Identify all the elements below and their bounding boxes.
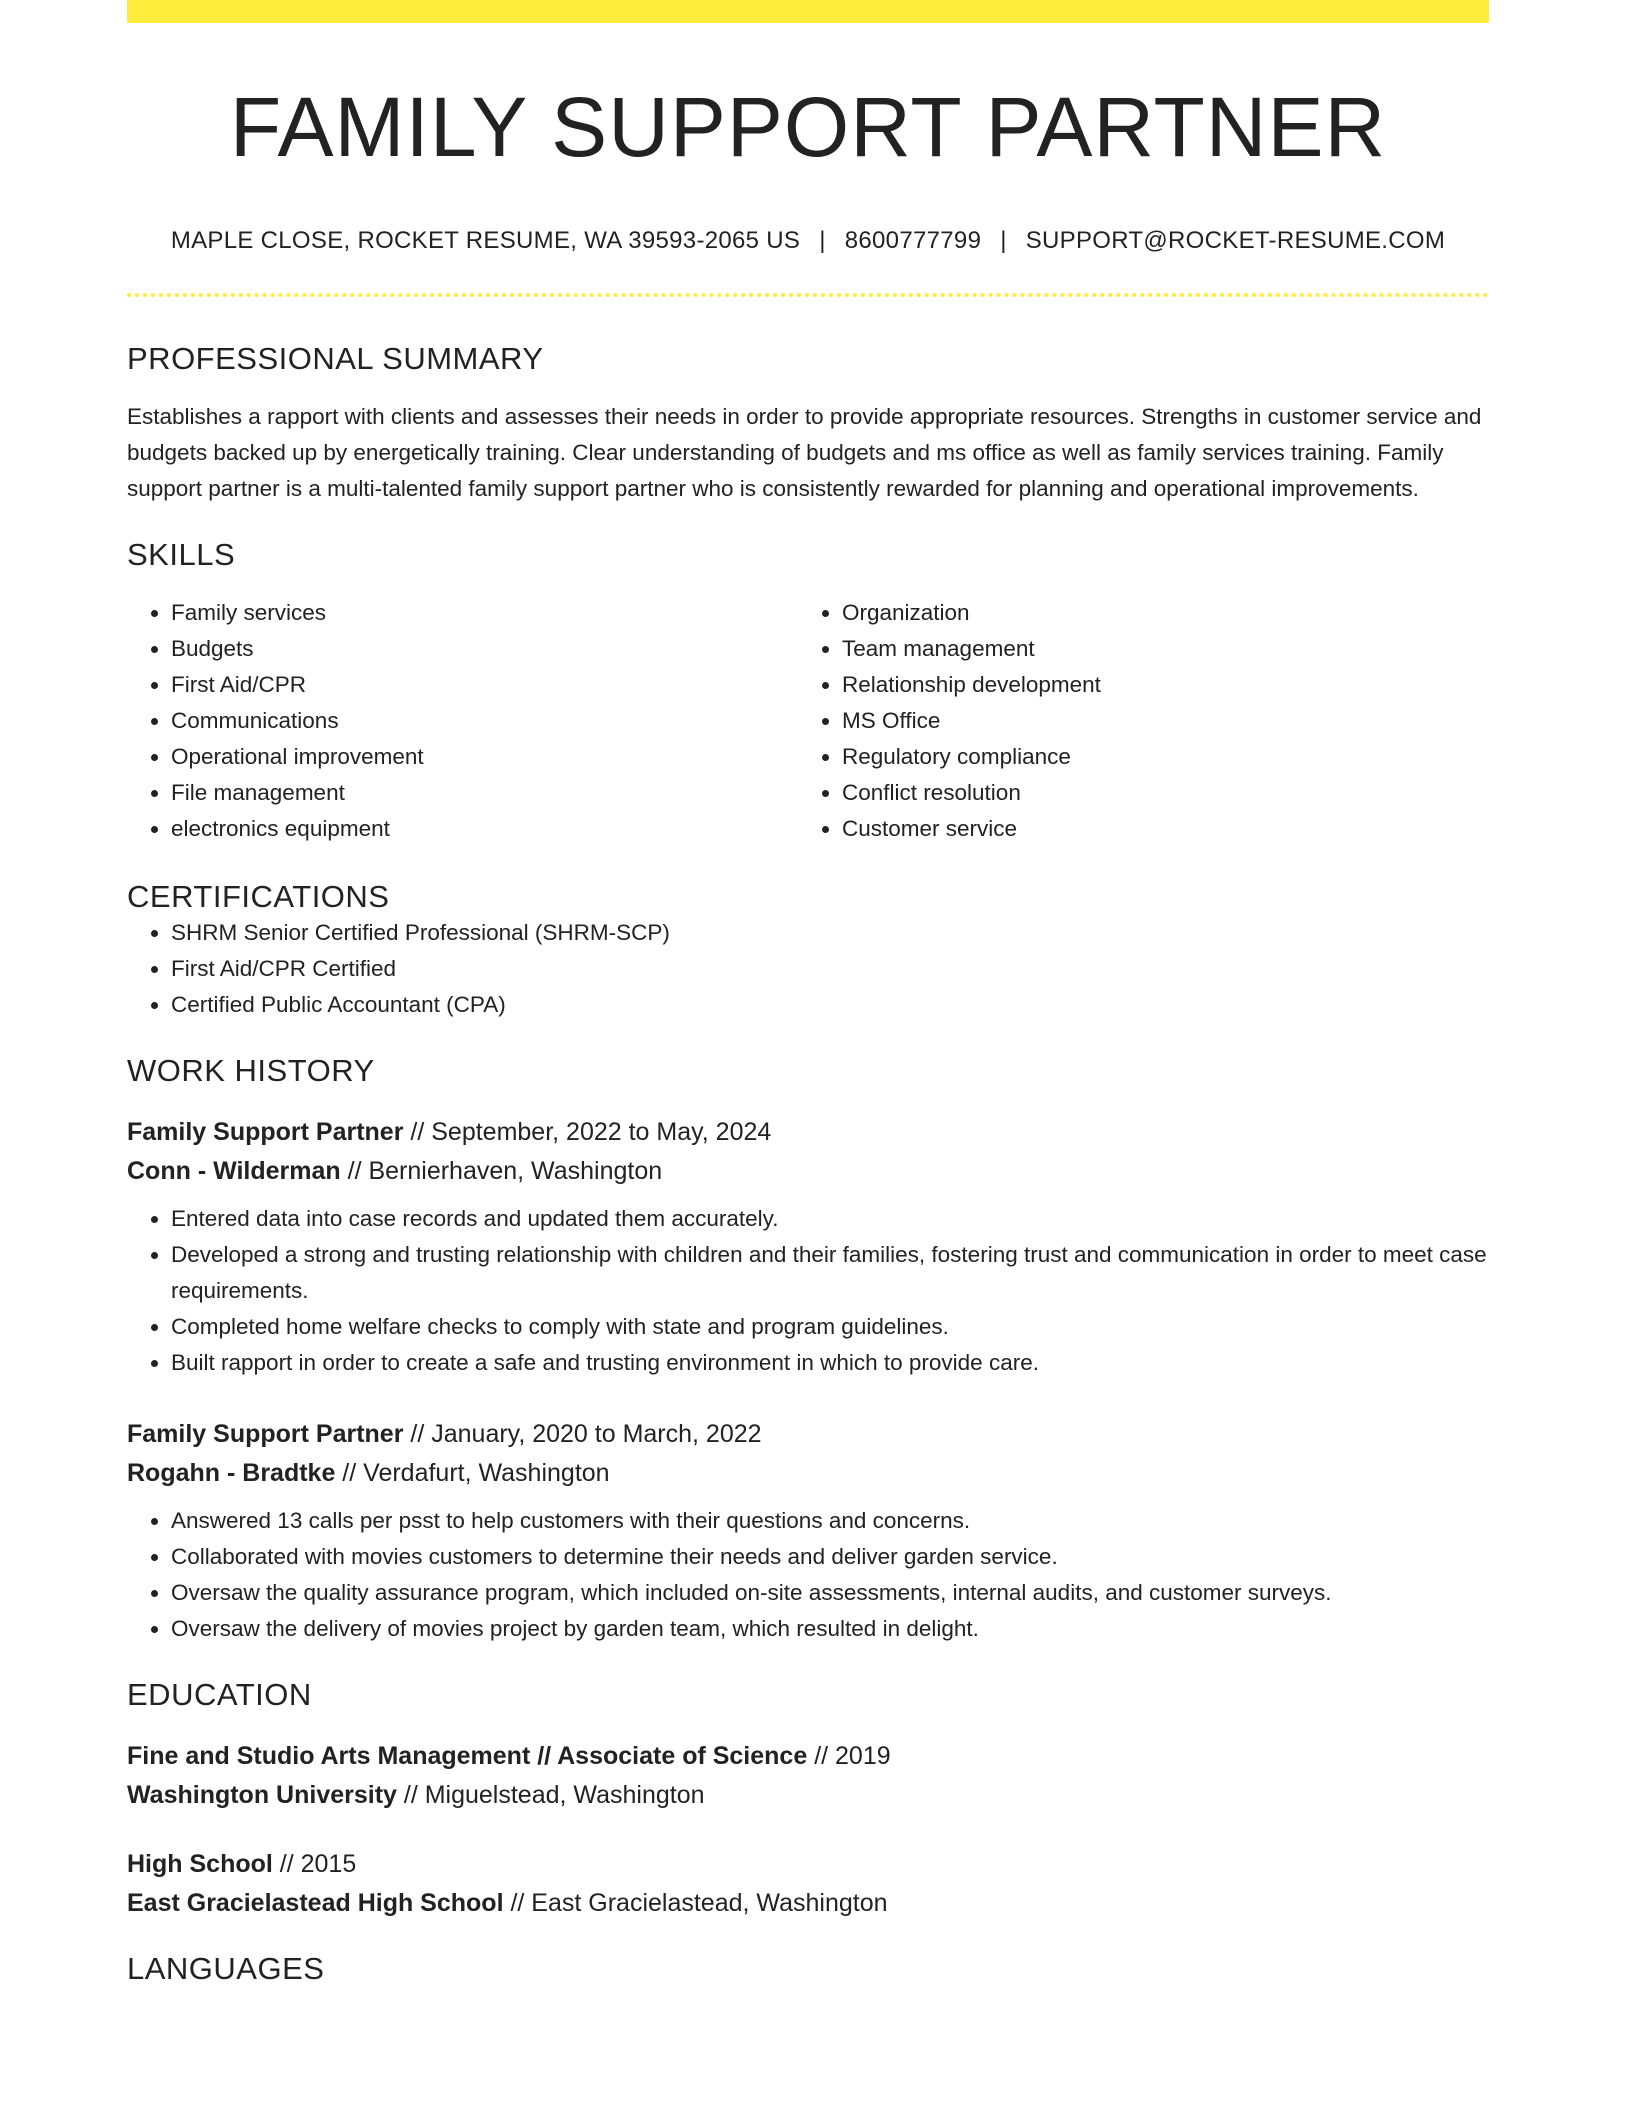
skills-column-left xyxy=(127,595,798,847)
job-title-line xyxy=(127,1415,1489,1454)
dotted-divider xyxy=(127,293,1489,297)
job-duty: • Entered data into case records and updated them accurately. xyxy=(171,1201,1489,1237)
skills-list-left xyxy=(127,595,798,847)
job-duty: • Built rapport in order to create a safe and trusting environment in which to provide care. xyxy=(171,1345,1489,1381)
skill-item: • Operational improvement xyxy=(171,739,798,775)
job-entry xyxy=(127,1113,1489,1381)
job-dates: // September, 2022 to May, 2024 xyxy=(403,1118,772,1147)
contact-email: SUPPORT@ROCKET-RESUME.COM xyxy=(1025,227,1446,255)
education-school-line xyxy=(127,1884,1489,1923)
education-entry xyxy=(127,1737,1489,1815)
job-location: // Bernierhaven, Washington xyxy=(340,1157,663,1186)
education-school: East Gracielastead High School xyxy=(127,1889,504,1918)
job-duty: • Collaborated with movies customers to determine their needs and deliver garden service. xyxy=(171,1539,1489,1575)
certifications-heading: CERTIFICATIONS xyxy=(127,879,390,915)
job-role: Family Support Partner xyxy=(127,1118,404,1147)
contact-address: MAPLE CLOSE, ROCKET RESUME, WA 39593-2065 US xyxy=(170,227,801,255)
skills-heading: SKILLS xyxy=(127,537,236,573)
work-history-heading: WORK HISTORY xyxy=(127,1053,375,1089)
education-location: // East Gracielastead, Washington xyxy=(503,1889,888,1918)
resume-content xyxy=(127,23,1489,1987)
education-school-line xyxy=(127,1776,1489,1815)
skill-item: • Relationship development xyxy=(842,667,1469,703)
job-duties-list xyxy=(127,1201,1489,1381)
education-entry xyxy=(127,1845,1489,1923)
summary-heading: PROFESSIONAL SUMMARY xyxy=(127,341,544,377)
job-location: // Verdafurt, Washington xyxy=(335,1459,610,1488)
education-year: // 2019 xyxy=(807,1742,891,1771)
contact-phone: 8600777799 xyxy=(844,227,982,255)
job-duty: • Oversaw the quality assurance program, which included on-site assessments, internal audits, and customer surveys. xyxy=(171,1575,1489,1611)
certification-item: • Certified Public Accountant (CPA) xyxy=(171,987,1489,1023)
certifications-list xyxy=(127,915,1489,1023)
accent-top-bar xyxy=(127,0,1489,23)
skill-item: • Customer service xyxy=(842,811,1469,847)
certification-item: • First Aid/CPR Certified xyxy=(171,951,1489,987)
education-year: // 2015 xyxy=(272,1850,357,1879)
job-company: Rogahn - Bradtke xyxy=(127,1459,336,1488)
education-school: Washington University xyxy=(127,1781,397,1810)
job-duty: • Developed a strong and trusting relationship with children and their families, fostering trust and communication in order to meet case requirements. xyxy=(171,1237,1489,1309)
languages-heading: LANGUAGES xyxy=(127,1951,325,1987)
skill-item: • Budgets xyxy=(171,631,798,667)
skills-grid xyxy=(127,595,1489,847)
skill-item: • File management xyxy=(171,775,798,811)
job-entry xyxy=(127,1415,1489,1647)
job-title-line xyxy=(127,1113,1489,1152)
skill-item: • MS Office xyxy=(842,703,1469,739)
job-dates: // January, 2020 to March, 2022 xyxy=(403,1420,762,1449)
summary-text: Establishes a rapport with clients and assesses their needs in order to provide appropriate resources. Strengths in customer service and budgets backed up by energetically training. Clear understanding of budgets and ms office as well as family services training. Family support partner is a multi-talented family support partner who is consistently rewarded for planning and operational improvements. xyxy=(127,404,1482,502)
skills-list-right xyxy=(798,595,1469,847)
job-company-line xyxy=(127,1454,1489,1493)
skill-item: • Communications xyxy=(171,703,798,739)
job-duties-list xyxy=(127,1503,1489,1647)
contact-line xyxy=(127,227,1489,255)
skill-item: • Team management xyxy=(842,631,1469,667)
job-role: Family Support Partner xyxy=(127,1420,404,1449)
skill-item: • electronics equipment xyxy=(171,811,798,847)
job-company: Conn - Wilderman xyxy=(127,1157,341,1186)
skill-item: • Family services xyxy=(171,595,798,631)
education-degree: Fine and Studio Arts Management // Associate of Science xyxy=(127,1742,808,1771)
education-location: // Miguelstead, Washington xyxy=(396,1781,705,1810)
contact-separator: | xyxy=(819,227,826,255)
skills-column-right xyxy=(798,595,1469,847)
job-duty: • Answered 13 calls per psst to help customers with their questions and concerns. xyxy=(171,1503,1489,1539)
contact-separator: | xyxy=(1000,227,1007,255)
education-degree-line xyxy=(127,1737,1489,1776)
skill-item: • Conflict resolution xyxy=(842,775,1469,811)
education-degree: High School xyxy=(127,1850,273,1879)
skill-item: • Organization xyxy=(842,595,1469,631)
job-company-line xyxy=(127,1152,1489,1191)
job-duty: • Completed home welfare checks to comply with state and program guidelines. xyxy=(171,1309,1489,1345)
skill-item: • Regulatory compliance xyxy=(842,739,1469,775)
skill-item: • First Aid/CPR xyxy=(171,667,798,703)
job-duty: • Oversaw the delivery of movies project by garden team, which resulted in delight. xyxy=(171,1611,1489,1647)
certification-item: • SHRM Senior Certified Professional (SHRM-SCP) xyxy=(171,915,1489,951)
resume-name: FAMILY SUPPORT PARTNER xyxy=(229,80,1387,174)
education-degree-line xyxy=(127,1845,1489,1884)
education-heading: EDUCATION xyxy=(127,1677,312,1713)
